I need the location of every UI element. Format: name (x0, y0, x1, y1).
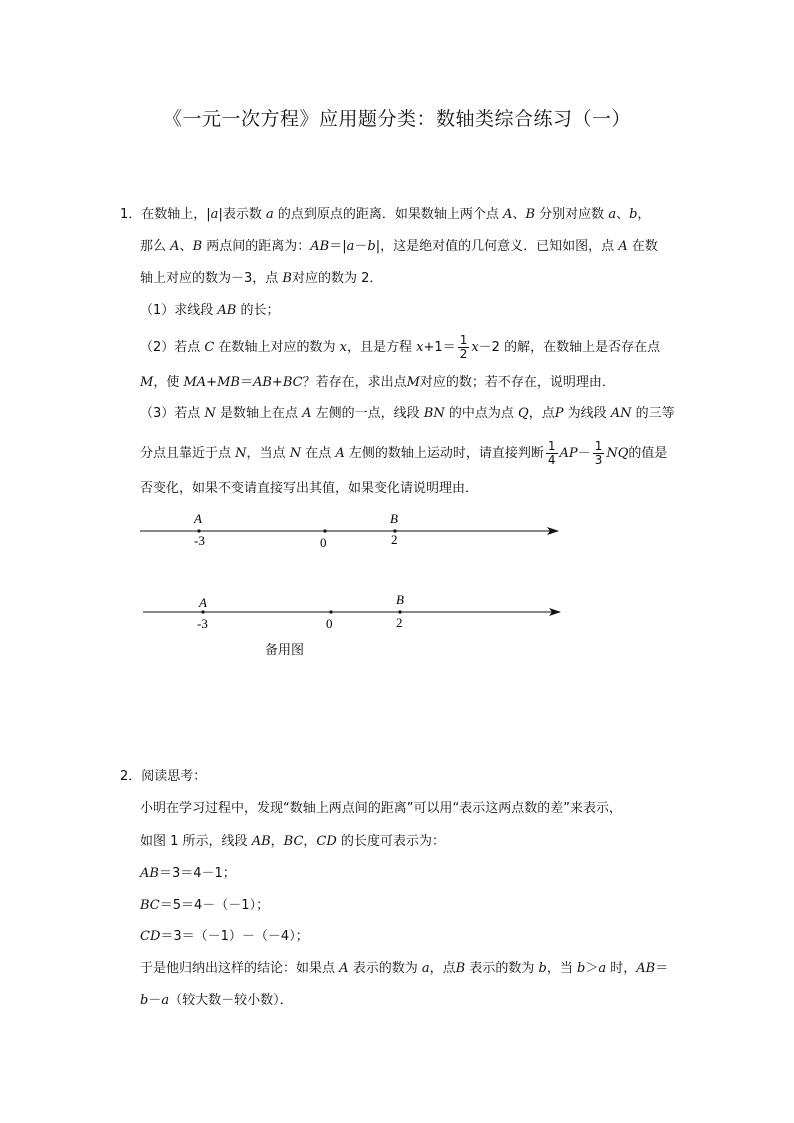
point-p: P (554, 406, 564, 421)
text: 左侧的数轴上运动时，请直接判断 (348, 446, 544, 461)
denominator: 3 (594, 453, 603, 467)
text: （较大数－较小数）． (169, 993, 293, 1008)
point-n: N (289, 446, 302, 461)
point-b: B (282, 271, 292, 286)
var-x: x (471, 340, 479, 355)
text: ＝ (655, 961, 669, 976)
q2-line-1: 小明在学习过程中，发现“数轴上两点间的距离”可以用“表示这两点数的差”来表示， (140, 801, 622, 816)
axis1-tick-minus3: -3 (194, 533, 205, 548)
point-m: M (406, 375, 420, 390)
text: ，且是方程 (347, 340, 413, 355)
text: ，当点 (246, 446, 286, 461)
point-a: A (503, 207, 513, 222)
point-n: N (235, 446, 247, 461)
q2-conclusion-line-2 (140, 991, 293, 1011)
denominator: 4 (547, 453, 556, 467)
axis2-tick-2: 2 (396, 615, 403, 630)
plus: + (206, 375, 218, 390)
text: 表示的数为 (352, 961, 418, 976)
fraction-quarter (546, 440, 558, 467)
var-a: a (421, 961, 430, 976)
text: 的三等 (635, 406, 675, 421)
q1-part-2-line-1 (140, 334, 660, 361)
q1-line-2 (140, 237, 658, 257)
q1-line-3 (140, 269, 382, 289)
seg-ab: AB (217, 303, 237, 318)
seg-cd: CD (316, 834, 337, 849)
q1-part-3-line-2 (140, 440, 667, 467)
text: 1．在数轴上， (120, 207, 207, 222)
var-a: a (608, 207, 617, 222)
axis1-label-a: A (194, 511, 202, 526)
point-m: M (140, 375, 154, 390)
text: 轴上对应的数为－3，点 (140, 271, 279, 286)
minus: － (148, 993, 162, 1008)
text: 分点且靠近于点 (140, 446, 232, 461)
backup-figure-caption: 备用图 (265, 643, 305, 658)
q1-part-2-line-2 (140, 373, 615, 393)
text: －2 的解，在数轴上是否存在点 (478, 340, 661, 355)
text: 对应的数为 2． (291, 271, 383, 286)
text: 在点 (305, 446, 332, 461)
text: 对应的数；若不存在，说明理由． (419, 375, 615, 390)
text: ？若存在，求出点 (302, 375, 407, 390)
text: 的中点为点 (448, 406, 514, 421)
var-a: a (210, 207, 219, 222)
text: ，使 (153, 375, 180, 390)
text: 在数轴上对应的数为 (218, 340, 336, 355)
q2-conclusion-line-1 (140, 959, 668, 979)
text: 为线段 (567, 406, 607, 421)
point-a: A (335, 446, 345, 461)
point-a: A (302, 406, 312, 421)
text: 表示的数为 (469, 961, 535, 976)
var-a: a (161, 993, 170, 1008)
q2-heading: 2．阅读思考： (120, 769, 207, 784)
seg-bc: BC (140, 898, 160, 913)
plus: + (271, 375, 283, 390)
seg-ma: MA (183, 375, 207, 390)
text: （3）若点 (140, 406, 201, 421)
seg-bc: BC (283, 834, 304, 849)
point-c: C (204, 340, 215, 355)
point-a: A (170, 239, 180, 254)
text: 在数 (631, 239, 658, 254)
abs-bar: | (218, 207, 223, 222)
text: 于是他归纳出这样的结论：如果点 (140, 961, 336, 976)
q1-line-1 (120, 205, 650, 225)
text: 的点到原点的距离．如果数轴上两个点 (277, 207, 499, 222)
var-b: b (576, 961, 586, 976)
text: 的长度可表示为： (340, 834, 445, 849)
axis2-point-a (201, 610, 204, 613)
text: 左侧的一点，线段 (315, 406, 420, 421)
axis2-tick-minus3: -3 (197, 616, 208, 631)
axis2-point-b (398, 610, 401, 613)
text: ＝5＝4－（－1）； (159, 898, 270, 913)
fraction-half (458, 334, 470, 361)
text: （1）求线段 (140, 303, 214, 318)
seg-ab: AB (252, 375, 272, 390)
numerator: 1 (547, 439, 556, 453)
point-a: A (618, 239, 628, 254)
q2-line-2 (140, 832, 445, 852)
axis1-origin (323, 529, 326, 532)
text: 时， (610, 961, 637, 976)
point-b: B (192, 239, 203, 254)
point-a: A (339, 961, 349, 976)
text: 表示数 (222, 207, 262, 222)
comma: ， (270, 834, 284, 849)
var-a: a (265, 207, 274, 222)
var-a: a (346, 239, 355, 254)
text: ，点 (429, 961, 456, 976)
axis1-label-b: B (390, 511, 398, 526)
comma: ， (637, 207, 651, 222)
text: 两点间的距离为： (206, 239, 311, 254)
q1-part-1 (140, 301, 280, 321)
greater-than: ＞ (585, 961, 599, 976)
var-b: b (629, 207, 638, 222)
abs-bar: | (206, 207, 211, 222)
minus: － (354, 239, 368, 254)
axis2-label-a: A (199, 595, 207, 610)
text: 的值是 (628, 446, 668, 461)
q1-part-3-line-1 (140, 404, 675, 424)
var-x: x (416, 340, 424, 355)
axis2-label-b: B (396, 592, 404, 607)
seg-an: AN (610, 406, 632, 421)
seg-ab: AB (251, 834, 271, 849)
point-b: B (525, 207, 536, 222)
axis2-tick-0: 0 (326, 616, 333, 631)
minus: － (577, 446, 591, 461)
seg-ap: AP (559, 446, 578, 461)
axis2-origin (329, 610, 332, 613)
q2-eq-bc (140, 896, 269, 916)
text: ＝3＝（－1）－（－4）； (160, 929, 309, 944)
text: 如图 1 所示，线段 (140, 834, 248, 849)
fraction-third (593, 440, 605, 467)
comma: ， (303, 834, 317, 849)
var-b: b (538, 961, 547, 976)
seg-bn: BN (423, 406, 445, 421)
sep: 、 (179, 239, 193, 254)
seg-ab: AB (310, 239, 330, 254)
var-a: a (598, 961, 607, 976)
point-q: Q (518, 406, 529, 421)
var-b: b (367, 239, 376, 254)
text: 分别对应数 (539, 207, 605, 222)
seg-bc: BC (282, 375, 303, 390)
numerator: 1 (594, 439, 603, 453)
sep: 、 (616, 207, 630, 222)
denominator: 2 (459, 347, 468, 361)
var-b: b (140, 993, 149, 1008)
sep: 、 (512, 207, 526, 222)
var-x: x (339, 340, 348, 355)
text: ，点 (528, 406, 555, 421)
numerator: 1 (459, 333, 468, 347)
text: （2）若点 (140, 340, 201, 355)
seg-nq: NQ (606, 446, 629, 461)
seg-mb: MB (217, 375, 240, 390)
number-line-figures (0, 500, 794, 670)
text: ＝| (329, 239, 347, 254)
seg-cd: CD (140, 929, 161, 944)
q1-part-3-line-3: 否变化，如果不变请直接写出其值，如果变化请说明理由． (140, 481, 479, 496)
q2-eq-ab (140, 864, 236, 884)
axis1-tick-2: 2 (391, 532, 398, 547)
equals: ＝ (239, 375, 253, 390)
text: ＝3＝4－1； (158, 866, 236, 881)
text: +1＝ (423, 340, 456, 355)
text: 是数轴上在点 (219, 406, 298, 421)
seg-ab: AB (140, 866, 159, 881)
seg-ab: AB (636, 961, 656, 976)
point-n: N (204, 406, 216, 421)
axis1-tick-0: 0 (320, 535, 327, 550)
text: ，当 (546, 961, 573, 976)
text: 那么 (140, 239, 167, 254)
page-title: 《一元一次方程》应用题分类：数轴类综合练习（一） (162, 108, 631, 130)
q2-eq-cd (140, 927, 309, 947)
point-b: B (455, 961, 466, 976)
text: 的长； (240, 303, 280, 318)
text: |，这是绝对值的几何意义．已知如图，点 (375, 239, 615, 254)
